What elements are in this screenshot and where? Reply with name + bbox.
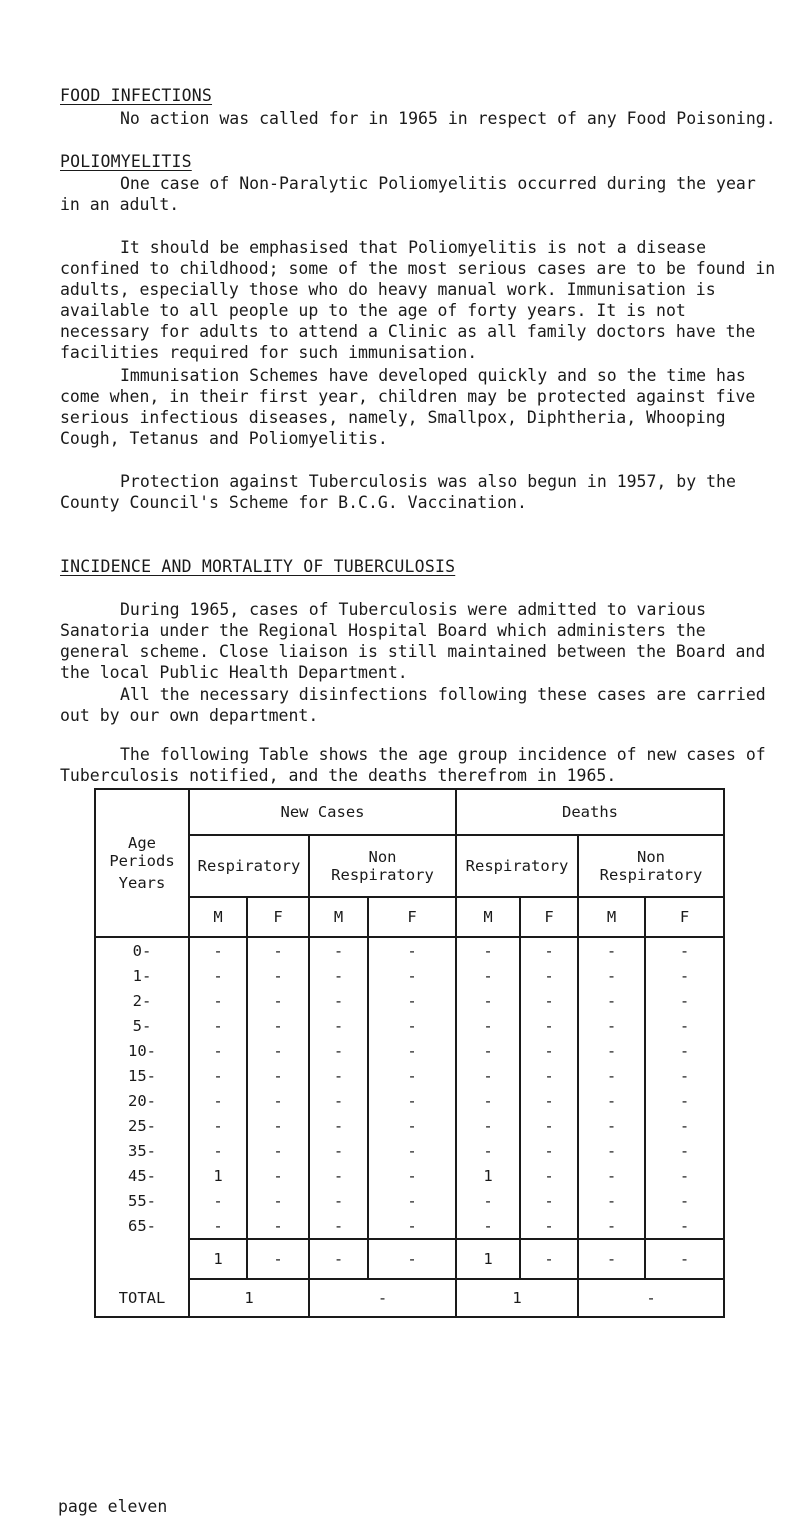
value-cell: -	[189, 1063, 247, 1088]
value-cell: -	[189, 1088, 247, 1113]
table-row	[95, 1038, 724, 1063]
table-row	[95, 1188, 724, 1213]
value-cell: -	[645, 1088, 724, 1113]
age-period-cell: 2-	[95, 988, 189, 1013]
value-cell: -	[456, 1088, 520, 1113]
value-cell: -	[645, 988, 724, 1013]
value-cell: 1	[456, 1163, 520, 1188]
value-cell: -	[456, 1063, 520, 1088]
value-cell: -	[645, 1163, 724, 1188]
age-period-cell: 65-	[95, 1213, 189, 1239]
value-cell: -	[645, 963, 724, 988]
value-cell: -	[247, 937, 309, 963]
tuberculosis-heading: INCIDENCE AND MORTALITY OF TUBERCULOSIS	[60, 557, 456, 576]
age-period-cell: 55-	[95, 1188, 189, 1213]
value-cell: -	[368, 1063, 456, 1088]
value-cell: -	[578, 1113, 645, 1138]
page-footer: page eleven	[58, 1497, 168, 1516]
total-cell: -	[368, 1239, 456, 1279]
value-cell: -	[309, 1213, 368, 1239]
deaths-respiratory-header: Respiratory	[456, 835, 578, 897]
value-cell: -	[456, 1113, 520, 1138]
value-cell: -	[520, 1163, 578, 1188]
sex-f-header: F	[520, 897, 578, 937]
value-cell: -	[645, 937, 724, 963]
age-period-cell: 25-	[95, 1113, 189, 1138]
tb-paragraph-3: The following Table shows the age group incidence of new cases of Tuberculosis notified, and the deaths therefrom in 1965.	[60, 745, 766, 785]
value-cell: -	[309, 963, 368, 988]
table-row	[95, 1113, 724, 1138]
value-cell: -	[247, 1213, 309, 1239]
grand-total-cell: 1	[456, 1279, 578, 1317]
value-cell: -	[520, 1063, 578, 1088]
value-cell: -	[645, 1063, 724, 1088]
value-cell: -	[456, 1038, 520, 1063]
value-cell: -	[368, 988, 456, 1013]
sex-f-header: F	[645, 897, 724, 937]
value-cell: -	[520, 937, 578, 963]
value-cell: -	[645, 1138, 724, 1163]
value-cell: -	[578, 1088, 645, 1113]
value-cell: -	[578, 1188, 645, 1213]
value-cell: -	[368, 963, 456, 988]
tb-paragraph-1: During 1965, cases of Tuberculosis were admitted to various Sanatoria under the Regional Hospital Board which administers the general scheme. Close liaison is still maintained between the Board and the local Public Health Department.	[60, 600, 766, 682]
sex-m-header: M	[189, 897, 247, 937]
value-cell: -	[578, 937, 645, 963]
value-cell: -	[247, 1138, 309, 1163]
sex-m-header: M	[309, 897, 368, 937]
age-periods-header: Age Periods Years	[95, 789, 189, 937]
value-cell: -	[247, 1113, 309, 1138]
age-period-cell: 15-	[95, 1063, 189, 1088]
value-cell: -	[247, 1088, 309, 1113]
value-cell: -	[189, 937, 247, 963]
total-cell: -	[247, 1239, 309, 1279]
total-cell: -	[645, 1239, 724, 1279]
value-cell: -	[520, 1013, 578, 1038]
value-cell: -	[368, 1163, 456, 1188]
value-cell: -	[247, 1063, 309, 1088]
grand-total-cell: 1	[189, 1279, 309, 1317]
value-cell: -	[189, 1138, 247, 1163]
value-cell: -	[520, 1213, 578, 1239]
value-cell: -	[520, 1088, 578, 1113]
value-cell: -	[309, 1163, 368, 1188]
polio-paragraph-3: Immunisation Schemes have developed quickly and so the time has come when, in their first year, children may be protected against five serious infectious diseases, namely, Smallpox, Diphtheria, Whooping Cough, Tetanus and Poliomyelitis.	[60, 366, 756, 448]
table-row	[95, 1138, 724, 1163]
table-row	[95, 1013, 724, 1038]
total-cell: 1	[189, 1239, 247, 1279]
total-label-spacer	[95, 1239, 189, 1279]
value-cell: -	[578, 963, 645, 988]
new-cases-header: New Cases	[189, 789, 456, 835]
value-cell: -	[520, 1038, 578, 1063]
tb-paragraph-2: All the necessary disinfections following these cases are carried out by our own department.	[60, 685, 766, 725]
sex-f-header: F	[368, 897, 456, 937]
new-non-respiratory-header: Non Respiratory	[309, 835, 456, 897]
value-cell: -	[368, 1188, 456, 1213]
value-cell: -	[247, 1013, 309, 1038]
age-period-cell: 0-	[95, 937, 189, 963]
age-period-cell: 45-	[95, 1163, 189, 1188]
value-cell: -	[520, 1138, 578, 1163]
value-cell: -	[189, 1013, 247, 1038]
deaths-header: Deaths	[456, 789, 724, 835]
value-cell: -	[309, 988, 368, 1013]
value-cell: -	[578, 1013, 645, 1038]
value-cell: -	[189, 963, 247, 988]
sex-m-header: M	[456, 897, 520, 937]
value-cell: -	[645, 1113, 724, 1138]
value-cell: -	[578, 1063, 645, 1088]
value-cell: -	[189, 1113, 247, 1138]
value-cell: -	[368, 937, 456, 963]
value-cell: -	[578, 1138, 645, 1163]
new-respiratory-header: Respiratory	[189, 835, 309, 897]
table-row	[95, 1063, 724, 1088]
value-cell: -	[456, 988, 520, 1013]
value-cell: 1	[189, 1163, 247, 1188]
poliomyelitis-heading: POLIOMYELITIS	[60, 152, 192, 171]
table-row	[95, 1213, 724, 1239]
value-cell: -	[520, 963, 578, 988]
value-cell: -	[309, 1013, 368, 1038]
value-cell: -	[456, 1138, 520, 1163]
tuberculosis-table	[94, 788, 725, 1318]
value-cell: -	[578, 988, 645, 1013]
value-cell: -	[309, 1188, 368, 1213]
value-cell: -	[309, 1063, 368, 1088]
total-label: TOTAL	[95, 1279, 189, 1317]
value-cell: -	[247, 1038, 309, 1063]
value-cell: -	[578, 1038, 645, 1063]
value-cell: -	[309, 1038, 368, 1063]
sex-f-header: F	[247, 897, 309, 937]
value-cell: -	[456, 963, 520, 988]
value-cell: -	[189, 988, 247, 1013]
total-cell: 1	[456, 1239, 520, 1279]
value-cell: -	[368, 1213, 456, 1239]
value-cell: -	[520, 988, 578, 1013]
value-cell: -	[368, 1088, 456, 1113]
polio-paragraph-2: It should be emphasised that Poliomyelitis is not a disease confined to childhood; some of the most serious cases are to be found in adults, especially those who do heavy manual work. Immunisation is available to all people up to the age of forty years. It is not necessary for adults to attend a Clinic as all family doctors have the facilities required for such immunisation.	[60, 238, 776, 362]
grand-total-cell: -	[309, 1279, 456, 1317]
table-row	[95, 988, 724, 1013]
value-cell: -	[645, 1038, 724, 1063]
value-cell: -	[456, 1013, 520, 1038]
value-cell: -	[578, 1163, 645, 1188]
table-row	[95, 963, 724, 988]
age-period-cell: 1-	[95, 963, 189, 988]
value-cell: -	[645, 1213, 724, 1239]
food-infections-text: No action was called for in 1965 in respect of any Food Poisoning.	[120, 109, 776, 128]
value-cell: -	[247, 988, 309, 1013]
value-cell: -	[247, 1188, 309, 1213]
age-period-cell: 10-	[95, 1038, 189, 1063]
total-cell: -	[309, 1239, 368, 1279]
value-cell: -	[368, 1038, 456, 1063]
value-cell: -	[309, 1113, 368, 1138]
value-cell: -	[368, 1113, 456, 1138]
value-cell: -	[309, 937, 368, 963]
value-cell: -	[309, 1088, 368, 1113]
value-cell: -	[247, 963, 309, 988]
value-cell: -	[578, 1213, 645, 1239]
polio-paragraph-1: One case of Non-Paralytic Poliomyelitis occurred during the year in an adult.	[60, 174, 756, 214]
value-cell: -	[189, 1188, 247, 1213]
value-cell: -	[189, 1038, 247, 1063]
value-cell: -	[189, 1213, 247, 1239]
value-cell: -	[456, 1213, 520, 1239]
food-infections-heading: FOOD INFECTIONS	[60, 86, 213, 105]
sex-m-header: M	[578, 897, 645, 937]
value-cell: -	[247, 1163, 309, 1188]
value-cell: -	[456, 937, 520, 963]
value-cell: -	[520, 1188, 578, 1213]
value-cell: -	[368, 1013, 456, 1038]
polio-paragraph-4: Protection against Tuberculosis was also begun in 1957, by the County Council's Scheme for B.C.G. Vaccination.	[60, 472, 736, 512]
value-cell: -	[309, 1138, 368, 1163]
total-cell: -	[578, 1239, 645, 1279]
value-cell: -	[645, 1188, 724, 1213]
deaths-non-respiratory-header: Non Respiratory	[578, 835, 724, 897]
table-row	[95, 1088, 724, 1113]
value-cell: -	[368, 1138, 456, 1163]
age-period-cell: 35-	[95, 1138, 189, 1163]
total-cell: -	[520, 1239, 578, 1279]
grand-total-cell: -	[578, 1279, 724, 1317]
value-cell: -	[645, 1013, 724, 1038]
age-period-cell: 5-	[95, 1013, 189, 1038]
value-cell: -	[520, 1113, 578, 1138]
value-cell: -	[456, 1188, 520, 1213]
table-row	[95, 937, 724, 963]
table-row	[95, 1163, 724, 1188]
age-period-cell: 20-	[95, 1088, 189, 1113]
